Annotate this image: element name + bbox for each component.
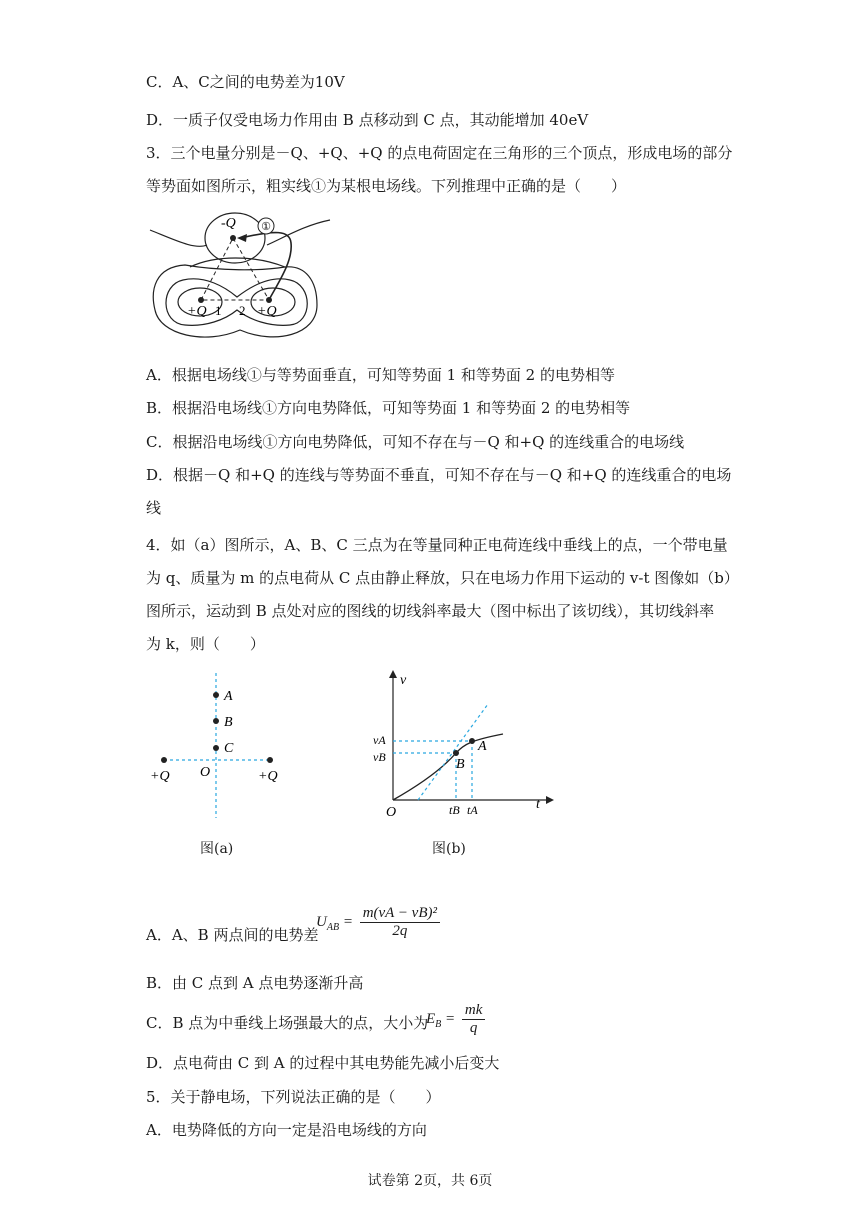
option-4d: D．点电荷由 C 到 A 的过程中其电势能先减小后变大 [146, 1054, 500, 1072]
option-3a: A．根据电场线①与等势面垂直，可知等势面 1 和等势面 2 的电势相等 [146, 366, 615, 384]
pos-charge-right-label: +Q [257, 304, 277, 319]
option-3c-prev: C．A、C之间的电势差为10V [146, 73, 345, 91]
uab-formula: $U_{AB}$ = $\frac{\text{m(vA − vB)²}}{2q}$ [316, 905, 440, 940]
question-3-stem-cont: 等势面如图所示，粗实线①为某根电场线。下列推理中正确的是（ ） [146, 177, 627, 195]
question-3-stem: 3．三个电量分别是－Q、+Q、+Q 的点电荷固定在三角形的三个顶点，形成电场的部分 [146, 144, 733, 162]
option-3d-cont: 线 [146, 499, 162, 517]
question-4-stem-2: 为 q、质量为 m 的点电荷从 C 点由静止释放，只在电场力作用下运动的 v-t 图像如（b） [146, 569, 739, 587]
point-c-label: C [224, 741, 234, 756]
question-5-stem: 5．关于静电场，下列说法正确的是（ ） [146, 1088, 441, 1106]
figure-a [150, 668, 290, 828]
right-charge-label: +Q [258, 769, 278, 784]
option-4b: B．由 C 点到 A 点电势逐渐升高 [146, 974, 364, 992]
figure-b-caption: 图(b) [432, 841, 466, 857]
option-3d: D．根据－Q 和+Q 的连线与等势面不垂直，可知不存在与－Q 和+Q 的连线重合的电场 [146, 466, 732, 484]
origin-b-label: O [386, 805, 397, 818]
option-3c: C．根据沿电场线①方向电势降低，可知不存在与－Q 和+Q 的连线重合的电场线 [146, 433, 685, 451]
point-a-label: A [224, 689, 233, 704]
va-label: vA [373, 733, 386, 747]
tb-label: tB [449, 803, 460, 817]
surface-1-label: 1 [215, 303, 222, 318]
field-line-label: ① [261, 220, 271, 233]
pos-charge-left-label: +Q [187, 304, 207, 319]
question-4-stem-4: 为 k，则（ ） [146, 635, 265, 653]
option-4a: A．A、B 两点间的电势差 [146, 926, 319, 944]
option-4c: C．B 点为中垂线上场强最大的点，大小为 [146, 1014, 429, 1032]
origin-label: O [200, 765, 211, 780]
point-b-curve-label: B [456, 757, 465, 772]
equipotential-figure [145, 205, 335, 350]
figure-b [368, 668, 558, 818]
page-footer: 试卷第 2页，共 6页 [367, 1173, 493, 1189]
v-axis-label: v [400, 673, 407, 688]
vb-label: vB [373, 750, 386, 764]
surface-2-label: 2 [239, 303, 246, 318]
point-b-label: B [224, 715, 233, 730]
t-axis-label: t [536, 797, 540, 812]
question-4-stem-3: 图所示，运动到 B 点处对应的图线的切线斜率最大（图中标出了该切线），其切线斜率 [146, 602, 715, 620]
option-3b: B．根据沿电场线①方向电势降低，可知等势面 1 和等势面 2 的电势相等 [146, 399, 631, 417]
left-charge-label: +Q [150, 769, 170, 784]
option-5a: A．电势降低的方向一定是沿电场线的方向 [146, 1121, 427, 1139]
question-4-stem: 4．如（a）图所示，A、B、C 三点为在等量同种正电荷连线中垂线上的点，一个带电量 [146, 536, 728, 554]
ta-label: tA [467, 803, 478, 817]
neg-charge-label: -Q [221, 216, 236, 231]
option-3d-prev: D．一质子仅受电场力作用由 B 点移动到 C 点，其动能增加 40eV [146, 111, 589, 129]
point-a-curve-label: A [478, 739, 487, 754]
eb-formula: $E_B$ = $\frac{mk}{q}$ [426, 1002, 485, 1037]
figure-a-caption: 图(a) [200, 841, 234, 857]
